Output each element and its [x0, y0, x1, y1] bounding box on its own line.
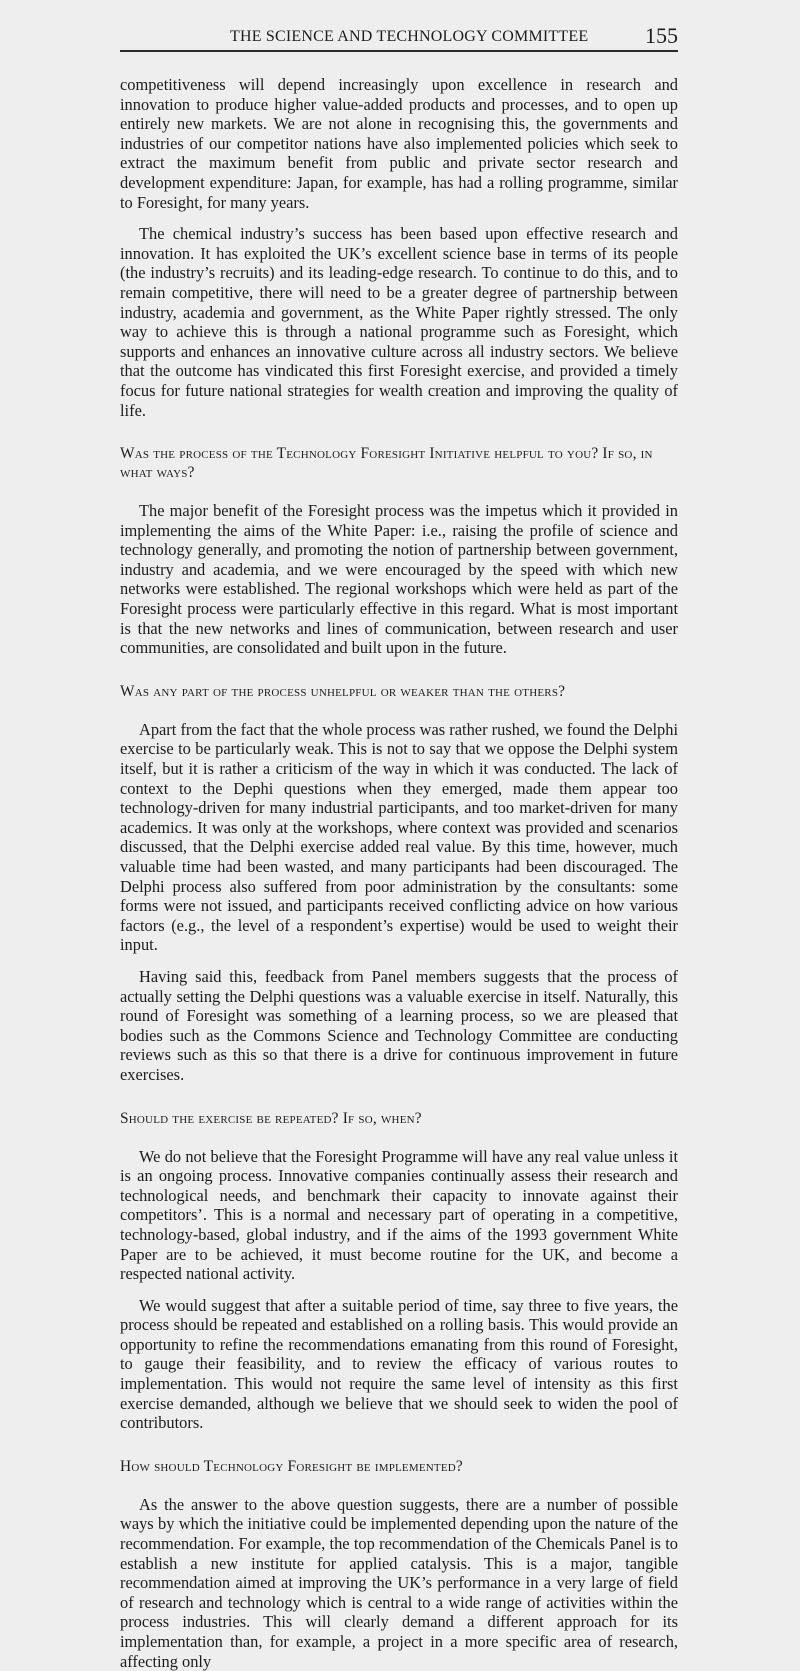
- paragraph: Apart from the fact that the whole process was rather rushed, we found the Delphi exercise to be particularly weak. This is not to say that we oppose the Delphi system itself, but it is rather a criticism of the way in which it was conducted. The lack of context to the Dephi questions when they emerged, made them appear too technology-driven for many industrial participants, and too market-driven for many academics. It was only at the workshops, where context was provided and scenarios discussed, that the Delphi exercise added real value. By this time, however, much valuable time had been wasted, and many participants had been discouraged. The Delphi process also suffered from poor administration by the consultants: some forms were not issued, and participants received conflicting advice on how various factors (e.g., the level of a respondent’s expertise) would be used to weight their input.: [120, 719, 678, 955]
- page-number: 155: [645, 23, 678, 48]
- paragraph: As the answer to the above question suggests, there are a number of possible ways by which the initiative could be implemented depending upon the nature of the recommendation. For example, the top recommendation of the Chemicals Panel is to establish a new institute for applied catalysis. This is a major, tangible recommendation aimed at improving the UK’s performance in a very large of field of research and technology which is central to a wide range of activities within the process industries. This will clearly demand a different approach for its implementation than, for example, a project in a more specific area of research, affecting only: [120, 1494, 678, 1671]
- paragraph: We would suggest that after a suitable period of time, say three to five years, the process should be repeated and established on a rolling basis. This would provide an opportunity to refine the recommendations emanating from this round of Foresight, to gauge their feasibility, and to review the efficacy of various routes to implementation. This would not require the same level of intensity as this first exercise demanded, although we believe that we should seek to widen the pool of contributors.: [120, 1295, 678, 1433]
- paragraph: Having said this, feedback from Panel members suggests that the process of actually setting the Delphi questions was a valuable exercise in itself. Naturally, this round of Foresight was something of a learning process, so we are pleased that bodies such as the Commons Science and Technology Committee are conducting reviews such as this so that there is a drive for continuous improvement in future exercises.: [120, 966, 678, 1084]
- body-text: [120, 75, 678, 1671]
- paragraph: competitiveness will depend increasingly upon excellence in research and innovation to produce higher value-added products and processes, and to open up entirely new markets. We are not alone in recognising this, the governments and industries of our competitor nations have also implemented policies which seek to extract the maximum benefit from public and private sector research and development expenditure: Japan, for example, has had a rolling programme, similar to Foresight, for many years.: [120, 75, 678, 212]
- section-heading: Was any part of the process unhelpful or weaker than the others?: [120, 682, 566, 700]
- paragraph: The major benefit of the Foresight process was the impetus which it provided in implementing the aims of the White Paper: i.e., raising the profile of science and technology generally, and promoting the notion of partnership between government, industry and academia, and we were encouraged by the speed with which new networks were established. The regional workshops which were held as part of the Foresight process were particularly effective in this regard. What is most important is that the new networks and lines of communication, between research and user communities, are consolidated and built upon in the future.: [120, 501, 678, 658]
- paragraph: The chemical industry’s success has been based upon effective research and innovation. It has exploited the UK’s excellent science base in terms of its people (the industry’s recruits) and its leading-edge research. To continue to do this, and to remain competitive, there will need to be a greater degree of partnership between industry, academia and government, as the White Paper rightly stressed. The only way to achieve this is through a national programme such as Foresight, which supports and enhances an innovative culture across all industry sectors. We believe that the outcome has vindicated this first Foresight exercise, and provided a timely focus for future national strategies for wealth creation and improving the quality of life.: [120, 224, 678, 420]
- section-heading: Was the process of the Technology Foresight Initiative helpful to you? If so, in what ways?: [120, 445, 653, 482]
- paragraph: We do not believe that the Foresight Programme will have any real value unless it is an ongoing process. Innovative companies continually assess their research and technological needs, and benchmark their capacity to innovate against their competitors’. This is a normal and necessary part of operating in a competitive, technology-based, global industry, and if the aims of the 1993 government White Paper are to be achieved, it must become routine for the UK, and become a respected national activity.: [120, 1146, 678, 1284]
- section-heading: How should Technology Foresight be implemented?: [120, 1457, 463, 1475]
- running-header: [120, 0, 678, 52]
- section-heading: Should the exercise be repeated? If so, when?: [120, 1109, 422, 1127]
- running-title: THE SCIENCE AND TECHNOLOGY COMMITTEE: [230, 28, 589, 45]
